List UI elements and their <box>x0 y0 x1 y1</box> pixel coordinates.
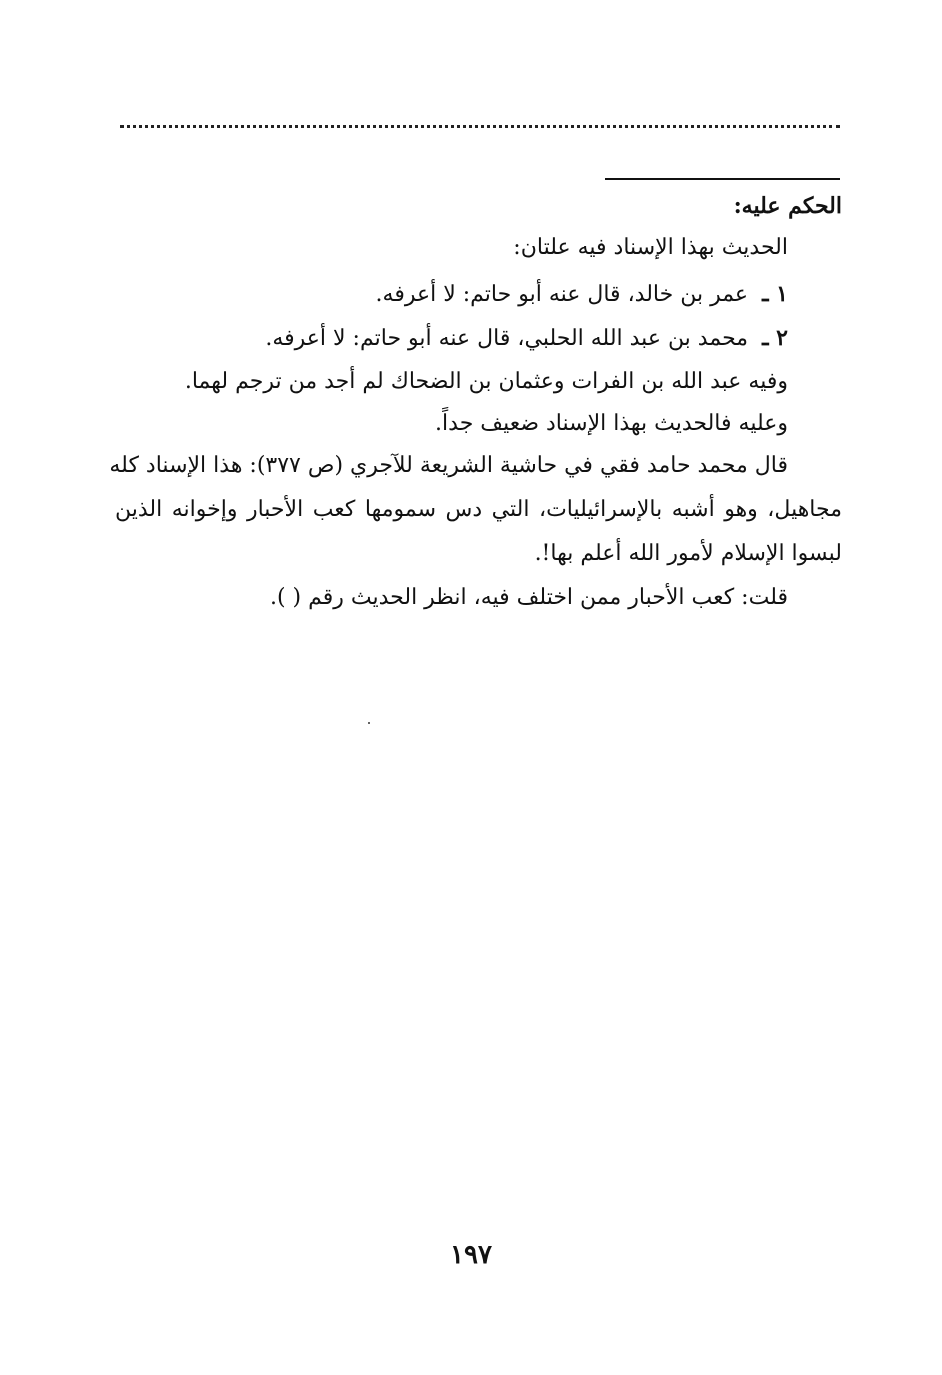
list-item-1 <box>376 276 788 313</box>
quote-line-1: قال محمد حامد فقي في حاشية الشريعة للآجري (ص ٣٧٧): هذا الإسناد كله <box>109 453 788 478</box>
page-number: ١٩٧ <box>450 1240 492 1270</box>
quote-line-2: مجاهيل، وهو أشبه بالإسرائيليات، التي دس سمومها كعب الأحبار وإخوانه الذين <box>115 497 842 522</box>
print-speck <box>368 722 370 724</box>
paragraph-unknown-narrators: وفيه عبد الله بن الفرات وعثمان بن الضحاك لم أجد من ترجم لهما. <box>184 369 788 394</box>
list-item-2 <box>265 320 788 357</box>
footnote-rule <box>605 178 840 180</box>
list-item-text: محمد بن عبد الله الحلبي، قال عنه أبو حاتم: لا أعرفه. <box>265 326 749 351</box>
intro-text: الحديث بهذا الإسناد فيه علتان: <box>513 235 788 260</box>
list-item-number: ٢ ـ <box>762 325 788 351</box>
list-item-text: عمر بن خالد، قال عنه أبو حاتم: لا أعرفه. <box>375 282 749 307</box>
section-heading: الحكم عليه: <box>733 193 842 219</box>
dotted-separator <box>120 125 840 128</box>
paragraph-verdict: وعليه فالحديث بهذا الإسناد ضعيف جداً. <box>435 411 788 436</box>
list-item-number: ١ ـ <box>762 281 788 307</box>
author-note: قلت: كعب الأحبار ممن اختلف فيه، انظر الحديث رقم ( ). <box>269 585 788 610</box>
quote-line-3: لبسوا الإسلام لأمور الله أعلم بها!. <box>534 541 842 566</box>
